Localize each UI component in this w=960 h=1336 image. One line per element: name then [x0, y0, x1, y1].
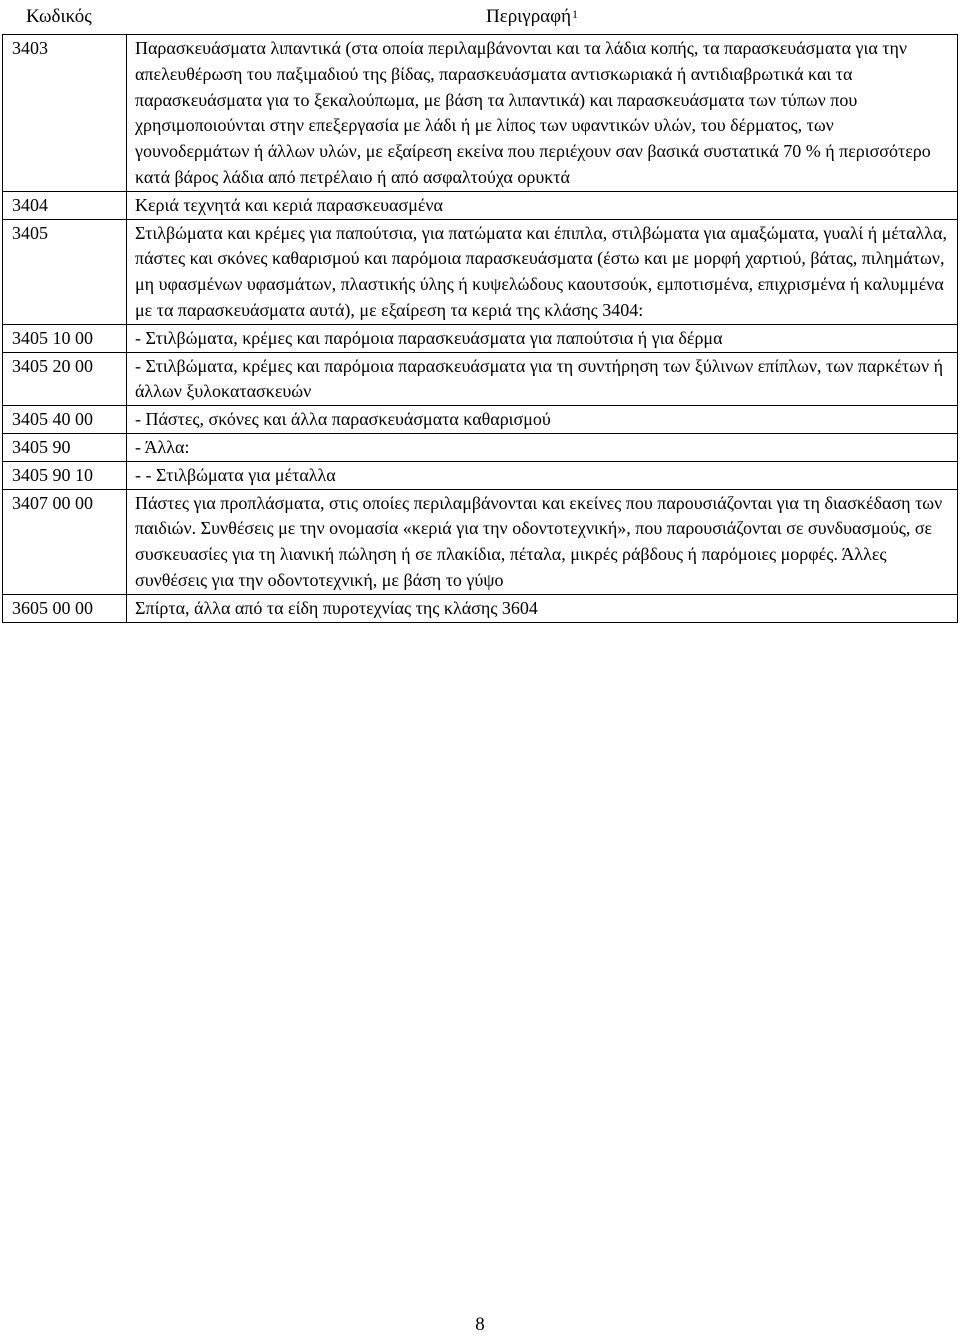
- row-code: 3405 10 00: [3, 324, 127, 352]
- table-header: [0, 0, 960, 34]
- column-header-description: [486, 6, 578, 28]
- row-code: 3407 00 00: [3, 489, 127, 594]
- row-description: - - Στιλβώματα για μέταλλα: [127, 461, 958, 489]
- row-description: Στιλβώματα και κρέμες για παπούτσια, για πατώματα και έπιπλα, στιλβώματα για αμαξώματα, γυαλί ή μέταλλα, πάστες και σκόνες καθαρισμού και παρόμοια παρασκευάσματα (έστω και με μορφή χαρτιού, βάτας, πιλημάτων, μη υφασμένων υφασμάτων, πλαστικής ύλης ή κυψελώδους καουτσούκ, εμποτισμένα, επιχρισμένα ή καλυμμένα με τα παρασκευάσματα αυτά), με εξαίρεση τα κεριά της κλάσης 3404:: [127, 219, 958, 324]
- row-code: 3405 90 10: [3, 461, 127, 489]
- row-code: 3405 20 00: [3, 352, 127, 406]
- row-code: 3405 90: [3, 433, 127, 461]
- page-number: 8: [475, 1314, 485, 1335]
- tariff-code-table: [2, 34, 958, 623]
- table-row: [3, 489, 958, 594]
- table-row: [3, 324, 958, 352]
- table-row: [3, 191, 958, 219]
- row-code: 3403: [3, 35, 127, 192]
- column-header-description-label: Περιγραφή: [486, 6, 572, 27]
- row-description: - Στιλβώματα, κρέμες και παρόμοια παρασκευάσματα για τη συντήρηση των ξύλινων επίπλων, των παρκέτων ή άλλων ξυλοκατασκευών: [127, 352, 958, 406]
- table-row: [3, 35, 958, 192]
- table-row: [3, 406, 958, 434]
- row-description: - Πάστες, σκόνες και άλλα παρασκευάσματα καθαρισμού: [127, 406, 958, 434]
- row-code: 3605 00 00: [3, 594, 127, 622]
- row-description: - Άλλα:: [127, 433, 958, 461]
- table-row: [3, 219, 958, 324]
- row-description: Παρασκευάσματα λιπαντικά (στα οποία περιλαμβάνονται και τα λάδια κοπής, τα παρασκευάσματα για την απελευθέρωση του παξιμαδιού της βίδας, παρασκευάσματα αντισκωριακά ή αντιδιαβρωτικά και τα παρασκευάσματα για το ξεκαλούπωμα, με βάση τα λιπαντικά) και παρασκευάσματα των τύπων που χρησιμοποιούνται στην επεξεργασία με λάδι ή με λίπος των υφαντικών υλών, του δέρματος, των γουνοδερμάτων ή άλλων υλών, με εξαίρεση εκείνα που περιέχουν σαν βασικά συστατικά 70 % ή περισσότερο κατά βάρος λάδια από πετρέλαιο ή από ασφαλτούχα ορυκτά: [127, 35, 958, 192]
- table-row: [3, 461, 958, 489]
- row-description: Κεριά τεχνητά και κεριά παρασκευασμένα: [127, 191, 958, 219]
- row-code: 3405: [3, 219, 127, 324]
- table-row: [3, 352, 958, 406]
- column-header-code: Κωδικός: [26, 6, 92, 27]
- row-code: 3405 40 00: [3, 406, 127, 434]
- row-description: Σπίρτα, άλλα από τα είδη πυροτεχνίας της κλάσης 3604: [127, 594, 958, 622]
- row-description: Πάστες για προπλάσματα, στις οποίες περιλαμβάνονται και εκείνες που παρουσιάζονται για τη διασκέδαση των παιδιών. Συνθέσεις με την ονομασία «κεριά για την οδοντοτεχνική», που παρουσιάζονται σε συνδυασμούς, σε συσκευασίες για τη λιανική πώληση ή σε πλακίδια, πέταλα, μικρές ράβδους ή παρόμοιες μορφές. Άλλες συνθέσεις για την οδοντοτεχνική, με βάση το γύψο: [127, 489, 958, 594]
- table-row: [3, 433, 958, 461]
- table-row: [3, 594, 958, 622]
- row-code: 3404: [3, 191, 127, 219]
- row-description: - Στιλβώματα, κρέμες και παρόμοια παρασκευάσματα για παπούτσια ή για δέρμα: [127, 324, 958, 352]
- footnote-marker: 1: [572, 7, 579, 21]
